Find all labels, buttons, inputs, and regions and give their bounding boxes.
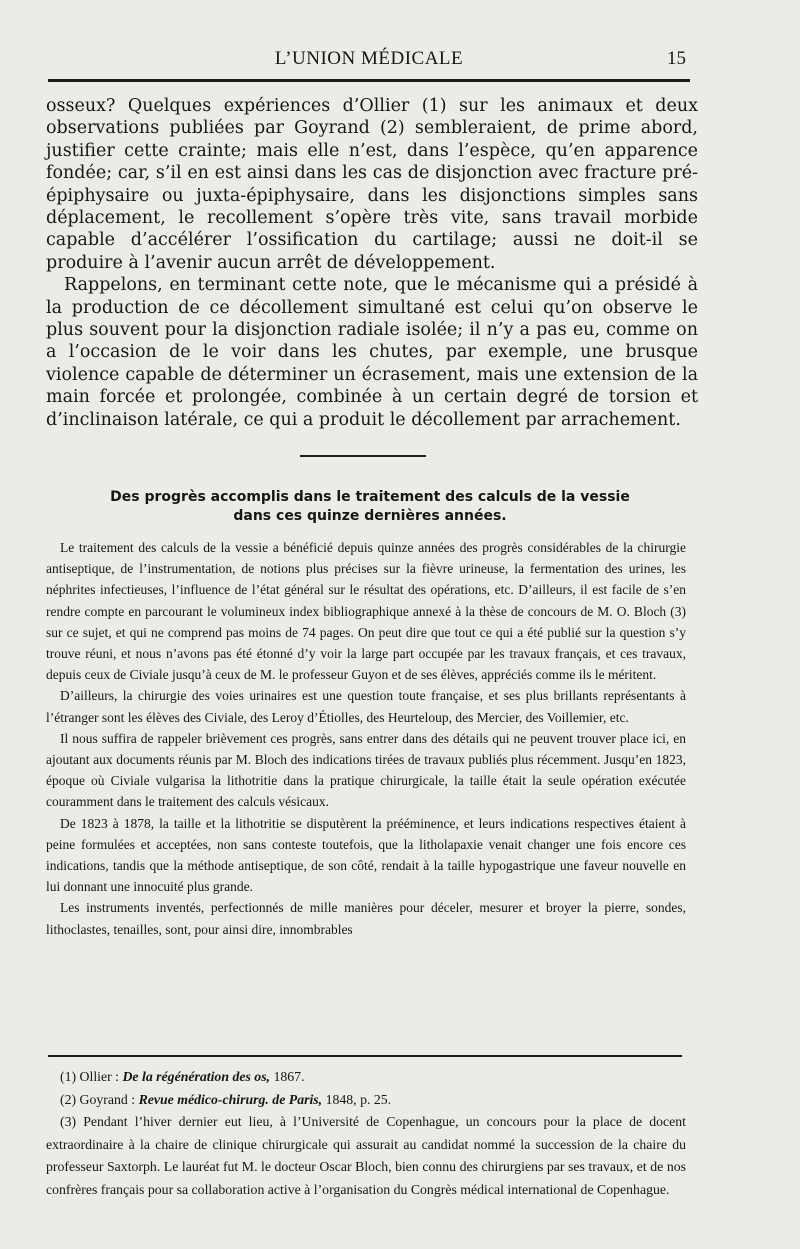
article-title-line-1: Des progrès accomplis dans le traitement des calculs de la vessie — [110, 489, 630, 505]
paragraph: Rappelons, en terminant cette note, que le mécanisme qui a présidé à la production de ce décollement simultané est celui qu’on observe le plus souvent pour la disjonction radiale isolée; il n’y a pas eu, comme on a l’occasion de le voir dans les chutes, par exemple, une brusque violence capable de déterminer un écrasement, mais une extension de la main forcée et prolongée, combinée à un certain degré de torsion et d’inclinaison latérale, ce qui a produit le décollement par arrachement. — [46, 275, 698, 430]
article-body — [46, 537, 686, 940]
footnotes — [46, 1066, 686, 1201]
paragraph: D’ailleurs, la chirurgie des voies urinaires est une question toute française, et ses plus brillants représentants à l’étranger sont les élèves des Civiale, des Leroy d’Étiolles, des Heurteloup, des Mercier, des Voillemier, etc. — [46, 688, 686, 725]
footnote-2 — [46, 1089, 686, 1112]
previous-article-continuation — [46, 95, 698, 431]
footnote-number: (1) — [60, 1069, 77, 1084]
footnote-work: De la régénération des os, — [122, 1069, 271, 1084]
footnote-work: Revue médico-chirurg. de Paris, — [138, 1091, 323, 1107]
paragraph: Il nous suffira de rappeler brièvement ces progrès, sans entrer dans des détails qui ne peuvent trouver place ici, en ajoutant aux documents réunis par M. Bloch des indications tirées de travaux publiés plus récemment. Jusqu’en 1823, époque où Civiale vulgarisa la lithotritie dans la pratique chirurgicale, la taille était la seule opération exécutée couramment dans le traitement des calculs vésicaux. — [46, 730, 686, 810]
paragraph: Le traitement des calculs de la vessie a bénéficié depuis quinze années des progrès considérables de la chirurgie antiseptique, de l’instrumentation, de notions plus précises sur la fièvre urineuse, la fermentation des urines, les néphrites infectieuses, l’influence de l’état général sur le résultat des opérations, etc. D’ailleurs, il est facile de s’en rendre compte en parcourant le volumineux index bibliographique annexé à la thèse de concours de M. O. Bloch (3) sur ce sujet, et qui ne comprend pas moins de 74 pages. On peut dire que tout ce qui a été publié sur la question s’y trouve réuni, et nous n’avons pas été étonné d’y voir la large part occupée par les travaux français, et ces travaux, depuis ceux de Civiale jusqu’à ceux de M. le professeur Guyon et de ses élèves, appréciés comme ils le méritent. — [46, 540, 686, 683]
footnote-number: (2) — [60, 1091, 77, 1107]
footnote-author: Ollier : — [79, 1069, 120, 1084]
footnote-rest: Pendant l’hiver dernier eut lieu, à l’Université de Copenhague, un concours pour la place de docent extraordinaire à la chaire de clinique chirurgicale qui assurait au candidat nommé la succession de la chaire du professeur Saxtorph. Le lauréat fut M. le docteur Oscar Bloch, bien connu des chirurgiens par ses travaux, et de nos confrères français pour sa collaboration active à l’organisation du Congrès médical international de Copenhague. — [46, 1114, 686, 1197]
page-header — [48, 48, 690, 72]
footnote-1 — [46, 1066, 686, 1089]
paragraph: De 1823 à 1878, la taille et la lithotritie se disputèrent la prééminence, et leurs indications respectives étaient à peine formulées et acceptées, non sans conteste toutefois, que la litholapaxie venait changer une fois encore ces indications, tandis que la méthode antiseptique, de son côté, rendait à la taille hypogastrique une faveur nouvelle en lui donnant une innocuité plus grande. — [46, 815, 686, 895]
footnote-author: Goyrand : — [79, 1091, 136, 1107]
header-rule — [48, 79, 690, 82]
article-title-line-2: dans ces quinze dernières années. — [233, 508, 507, 524]
paragraph: osseux? Quelques expériences d’Ollier (1) sur les animaux et deux observations publiées par Goyrand (2) sembleraient, de prime abord, justifier cette crainte; mais elle n’est, dans l’espèce, qu’en apparence fondée; car, s’il en est ainsi dans les cas de disjonction avec fracture pré-épiphysaire ou juxta-épiphysaire, dans les disjonctions simples sans déplacement, le recollement s’opère très vite, sans travail morbide capable d’accélérer l’ossification du cartilage; aussi ne doit-il se produire à l’avenir aucun arrêt de développement. — [46, 96, 698, 273]
article-title — [70, 488, 670, 526]
footnote-rest: 1867. — [273, 1069, 305, 1084]
footnote-3 — [46, 1111, 686, 1201]
footnote-number: (3) — [60, 1114, 77, 1129]
running-title: L’UNION MÉDICALE — [274, 48, 464, 69]
paragraph: Les instruments inventés, perfectionnés de mille manières pour déceler, mesurer et broyer la pierre, sondes, lithoclastes, tenailles, sont, pour ainsi dire, innombrables — [46, 900, 686, 937]
footnote-rest: 1848, p. 25. — [325, 1091, 392, 1107]
section-divider — [300, 455, 426, 457]
page-number: 15 — [667, 48, 686, 69]
footnote-rule — [48, 1055, 682, 1057]
